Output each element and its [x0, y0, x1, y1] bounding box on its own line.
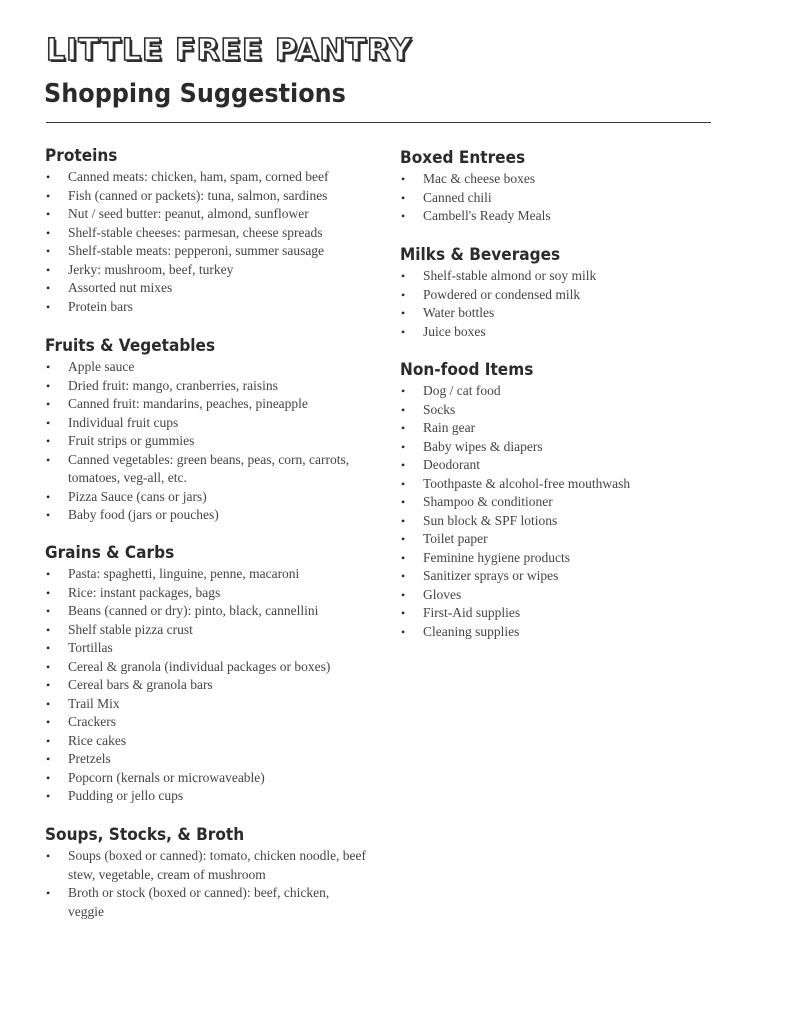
- item-list: [45, 847, 368, 921]
- section-heading: Grains & Carbs: [45, 543, 175, 562]
- list-item: • Popcorn (kernals or microwaveable): [45, 769, 368, 788]
- section-heading: Non-food Items: [400, 360, 534, 379]
- list-item: • Cereal bars & granola bars: [45, 676, 368, 695]
- list-item: • Crackers: [45, 713, 368, 732]
- list-item: • Shelf-stable meats: pepperoni, summer sausage: [45, 242, 368, 261]
- list-item: • Cereal & granola (individual packages or boxes): [45, 658, 368, 677]
- item-list: [45, 565, 368, 806]
- list-item: • Canned chili: [400, 189, 723, 208]
- page-title: Shopping Suggestions: [44, 79, 346, 109]
- list-item: • Baby food (jars or pouches): [45, 506, 368, 525]
- list-item: • Beans (canned or dry): pinto, black, cannellini: [45, 602, 368, 621]
- item-list: [400, 170, 723, 226]
- title-divider: [46, 122, 711, 123]
- list-item: • Shelf-stable almond or soy milk: [400, 267, 723, 286]
- list-item: • Powdered or condensed milk: [400, 286, 723, 305]
- section-heading: Boxed Entrees: [400, 148, 526, 167]
- section-fruits-vegetables: [45, 336, 368, 525]
- list-item: • Pasta: spaghetti, linguine, penne, macaroni: [45, 565, 368, 584]
- list-item: • Sanitizer sprays or wipes: [400, 567, 723, 586]
- list-item: • Toilet paper: [400, 530, 723, 549]
- brand-logo-text: LITTLE FREE PANTRY: [46, 33, 413, 68]
- list-item: • Feminine hygiene products: [400, 549, 723, 568]
- section-boxed-entrees: [400, 148, 723, 226]
- item-list: [400, 382, 723, 641]
- list-item: • Broth or stock (boxed or canned): beef, chicken, veggie: [45, 884, 368, 921]
- item-list: [45, 358, 368, 525]
- list-item: • Pretzels: [45, 750, 368, 769]
- list-item: • Cleaning supplies: [400, 623, 723, 642]
- list-item: • Individual fruit cups: [45, 414, 368, 433]
- section-proteins: [45, 146, 368, 316]
- section-grains-carbs: [45, 543, 368, 806]
- list-item: • Rain gear: [400, 419, 723, 438]
- list-item: • Trail Mix: [45, 695, 368, 714]
- section-heading: Proteins: [45, 146, 118, 165]
- list-item: • Nut / seed butter: peanut, almond, sunflower: [45, 205, 368, 224]
- list-item: • Baby wipes & diapers: [400, 438, 723, 457]
- list-item: • Water bottles: [400, 304, 723, 323]
- list-item: • Shelf-stable cheeses: parmesan, cheese spreads: [45, 224, 368, 243]
- list-item: • Protein bars: [45, 298, 368, 317]
- section-soups-stocks-broth: [45, 825, 368, 921]
- list-item: • Fish (canned or packets): tuna, salmon, sardines: [45, 187, 368, 206]
- list-item: • Toothpaste & alcohol-free mouthwash: [400, 475, 723, 494]
- section-milks-beverages: [400, 245, 723, 341]
- list-item: • Pudding or jello cups: [45, 787, 368, 806]
- list-item: • Mac & cheese boxes: [400, 170, 723, 189]
- item-list: [45, 168, 368, 316]
- list-item: • Cambell's Ready Meals: [400, 207, 723, 226]
- section-heading: Milks & Beverages: [400, 245, 561, 264]
- list-item: • Canned meats: chicken, ham, spam, corned beef: [45, 168, 368, 187]
- list-item: • Apple sauce: [45, 358, 368, 377]
- list-item: • Canned vegetables: green beans, peas, corn, carrots, tomatoes, veg-all, etc.: [45, 451, 368, 488]
- list-item: • Shampoo & conditioner: [400, 493, 723, 512]
- list-item: • Socks: [400, 401, 723, 420]
- section-heading: Fruits & Vegetables: [45, 336, 216, 355]
- list-item: • Deodorant: [400, 456, 723, 475]
- list-item: • Pizza Sauce (cans or jars): [45, 488, 368, 507]
- list-item: • Juice boxes: [400, 323, 723, 342]
- list-item: • Jerky: mushroom, beef, turkey: [45, 261, 368, 280]
- list-item: • Dried fruit: mango, cranberries, raisins: [45, 377, 368, 396]
- list-item: • Gloves: [400, 586, 723, 605]
- item-list: [400, 267, 723, 341]
- list-item: • Shelf stable pizza crust: [45, 621, 368, 640]
- list-item: • Assorted nut mixes: [45, 279, 368, 298]
- list-item: • Canned fruit: mandarins, peaches, pineapple: [45, 395, 368, 414]
- list-item: • Tortillas: [45, 639, 368, 658]
- list-item: • Dog / cat food: [400, 382, 723, 401]
- list-item: • Rice cakes: [45, 732, 368, 751]
- section-non-food-items: [400, 360, 723, 641]
- list-item: • Sun block & SPF lotions: [400, 512, 723, 531]
- list-item: • Rice: instant packages, bags: [45, 584, 368, 603]
- list-item: • First-Aid supplies: [400, 604, 723, 623]
- section-heading: Soups, Stocks, & Broth: [45, 825, 245, 844]
- list-item: • Soups (boxed or canned): tomato, chicken noodle, beef stew, vegetable, cream of mushroom: [45, 847, 368, 884]
- list-item: • Fruit strips or gummies: [45, 432, 368, 451]
